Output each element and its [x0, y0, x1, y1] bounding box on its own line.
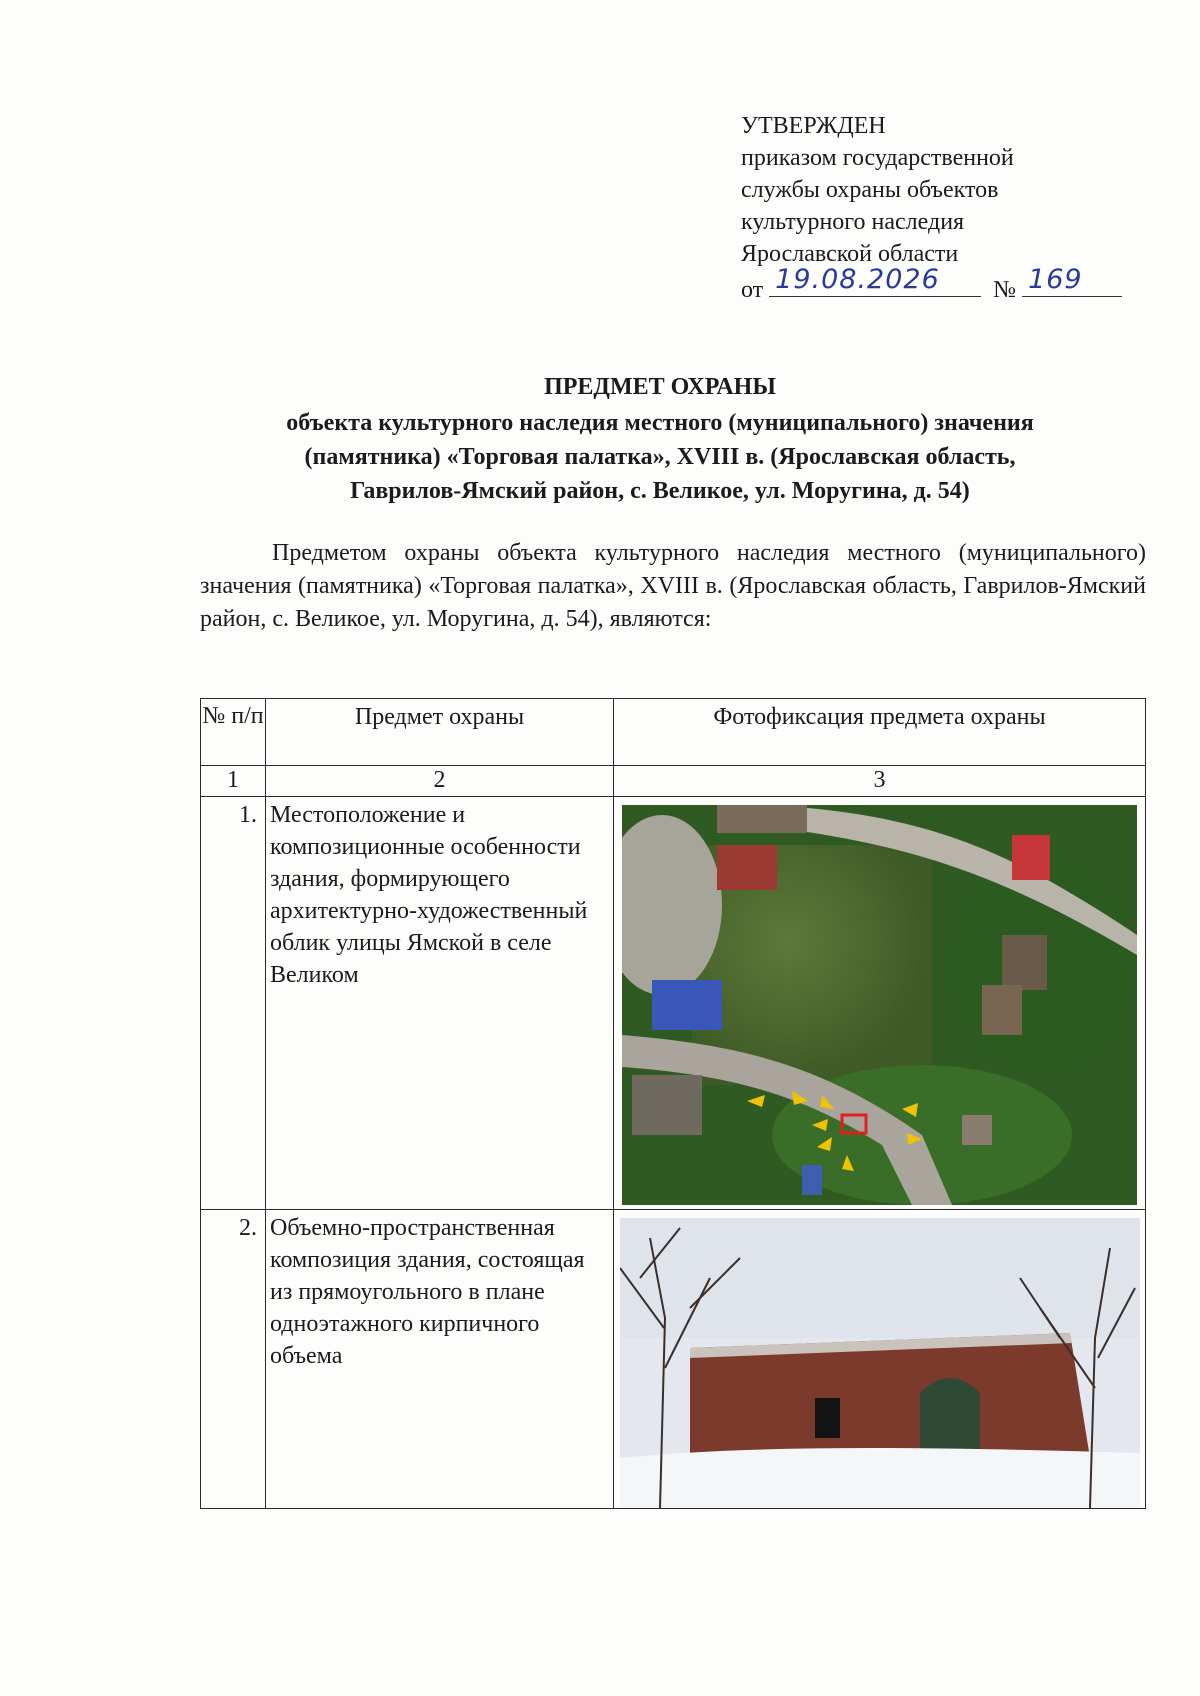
table-row [201, 1210, 1146, 1509]
intro-paragraph: Предметом охраны объекта культурного наследия местного (муниципального) значения (памятника) «Торговая палатка», XVIII в. (Ярославская область, Гаврилов-Ямский район, с. Великое, ул. Моругина, д. 54), являются: [200, 540, 1146, 632]
table-row [201, 797, 1146, 1210]
approval-heading: УТВЕРЖДЕН [741, 113, 886, 139]
subtitle-line-3: Гаврилов-Ямский район, с. Великое, ул. Моругина, д. 54) [350, 478, 970, 504]
handwritten-number: 169 [1028, 264, 1083, 295]
approval-date-number [741, 264, 1122, 306]
approval-line-3: культурного наследия [741, 209, 965, 235]
header-photo: Фотофиксация предмета охраны [614, 699, 1146, 766]
subtitle-line-2: (памятника) «Торговая палатка», XVIII в. (Ярославская область, [304, 444, 1016, 470]
aerial-map-photo [614, 797, 1146, 1210]
handwritten-date: 19.08.2026 [775, 264, 940, 295]
header-subject: Предмет охраны [266, 699, 614, 766]
date-prefix: от [741, 277, 764, 303]
column-number-row [201, 766, 1146, 797]
column-number-3: 3 [614, 766, 1146, 797]
number-prefix: № [993, 277, 1017, 303]
row-number: 2. [201, 1210, 266, 1509]
approval-line-4: Ярославской области [741, 241, 959, 267]
header-number: № п/п [201, 699, 266, 766]
table-header-row [201, 699, 1146, 766]
protection-subject-table [200, 698, 1146, 1509]
approval-line-2: службы охраны объектов [741, 177, 999, 203]
row-subject-text: Объемно-пространственная композиция здания, состоящая из прямоугольного в плане одноэтажного кирпичного объема [266, 1210, 614, 1509]
row-number: 1. [201, 797, 266, 1210]
number-field [1022, 264, 1122, 297]
approval-stamp [741, 110, 1122, 306]
column-number-2: 2 [266, 766, 614, 797]
subtitle-line-1: объекта культурного наследия местного (муниципального) значения [286, 410, 1034, 436]
date-field [769, 264, 981, 297]
column-number-1: 1 [201, 766, 266, 797]
row-subject-text: Местоположение и композиционные особенности здания, формирующего архитектурно-художественный облик улицы Ямской в селе Великом [266, 797, 614, 1210]
winter-building-photo [614, 1210, 1146, 1509]
document-title: ПРЕДМЕТ ОХРАНЫ [544, 374, 776, 400]
approval-line-1: приказом государственной [741, 145, 1014, 171]
